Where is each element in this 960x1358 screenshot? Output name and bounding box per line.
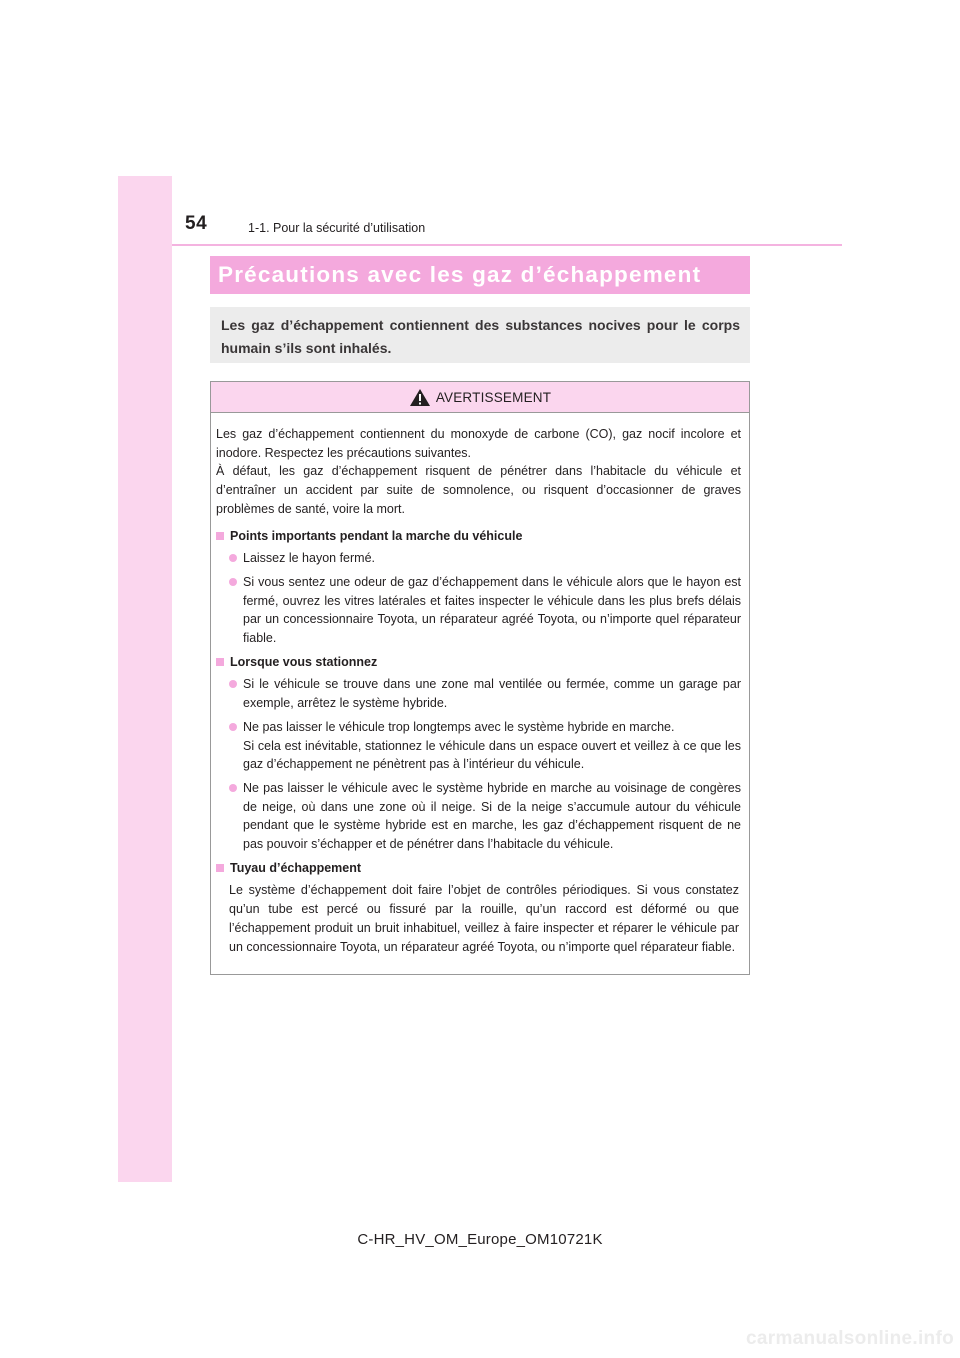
warning-group-parking bbox=[216, 653, 741, 854]
page-number: 54 bbox=[185, 213, 208, 234]
square-bullet-icon bbox=[216, 532, 224, 540]
group-title-text: Tuyau d’échappement bbox=[230, 860, 362, 875]
round-bullet-icon bbox=[229, 723, 237, 731]
square-bullet-icon bbox=[216, 864, 224, 872]
watermark: carmanualsonline.info bbox=[746, 1328, 954, 1349]
warning-paragraph: À défaut, les gaz d’échappement risquent de pénétrer dans l’habitacle du véhicule et d’entraîner un accident par suite de somnolence, ou risquent d’occasionner de graves problèmes de santé, voire la mort. bbox=[216, 464, 741, 516]
list-item bbox=[216, 779, 741, 854]
square-bullet-icon bbox=[216, 658, 224, 666]
list-item-text: Ne pas laisser le véhicule trop longtemps avec le système hybride en marche. bbox=[243, 719, 675, 734]
section-heading: 1-1. Pour la sécurité d’utilisation bbox=[248, 221, 426, 235]
list-item-text: Laissez le hayon fermé. bbox=[243, 551, 376, 566]
round-bullet-icon bbox=[229, 680, 237, 688]
side-tab-band bbox=[118, 176, 172, 1182]
page-title: Précautions avec les gaz d’échappement bbox=[218, 262, 702, 287]
round-bullet-icon bbox=[229, 784, 237, 792]
warning-header bbox=[211, 382, 749, 413]
warning-box bbox=[210, 381, 750, 975]
header-rule bbox=[172, 244, 842, 246]
list-item bbox=[216, 718, 741, 774]
list-item bbox=[216, 675, 741, 712]
list-item-continuation: Si cela est inévitable, stationnez le véhicule dans un espace ouvert et veillez à ce que les gaz d’échappement ne pénètrent pas à l’intérieur du véhicule. bbox=[243, 738, 741, 772]
list-item-text: Si le véhicule se trouve dans une zone mal ventilée ou fermée, comme un garage par exemple, arrêtez le système hybride. bbox=[243, 677, 741, 711]
group-title bbox=[216, 653, 741, 672]
intro-text: Les gaz d’échappement contiennent des substances nocives pour le corps humain s’ils sont inhalés. bbox=[221, 317, 740, 356]
warning-group-driving bbox=[216, 527, 741, 648]
group-paragraph: Le système d’échappement doit faire l’objet de contrôles périodiques. Si vous constatez qu’un tube est percé ou fissuré par la rouille, qu’un raccord est déformé ou que l’échappement produit un bruit inhabituel, veillez à faire inspecter et réparer le véhicule par un concessionnaire Toyota, un réparateur agréé Toyota, ou n’importe quel réparateur fiable. bbox=[229, 883, 739, 954]
round-bullet-icon bbox=[229, 578, 237, 586]
group-title-text: Points importants pendant la marche du véhicule bbox=[230, 528, 523, 543]
group-title-text: Lorsque vous stationnez bbox=[230, 654, 378, 669]
list-item-text: Si vous sentez une odeur de gaz d’échappement dans le véhicule alors que le hayon est fermé, ouvrez les vitres latérales et faites inspecter le véhicule dans les plus brefs délais par un concessionnaire Toyota, un réparateur agréé Toyota, ou n’importe quel réparateur fiable. bbox=[243, 574, 741, 646]
group-title bbox=[216, 527, 741, 546]
list-item bbox=[216, 549, 741, 568]
list-item-text: Ne pas laisser le véhicule avec le système hybride en marche au voisinage de congères de neige, où dans une zone où il neige. Si de la neige s’accumule autour du véhicule pendant que le système hybride est en marche, les gaz d’échappement risquent de ne pas pouvoir s’échapper et de pénétrer dans l’habitacle du véhicule. bbox=[243, 780, 741, 852]
warning-triangle-icon bbox=[409, 388, 431, 407]
warning-group-exhaust-pipe bbox=[216, 859, 741, 957]
group-title bbox=[216, 859, 741, 878]
title-bar bbox=[210, 256, 750, 294]
warning-label: AVERTISSEMENT bbox=[435, 389, 552, 405]
list-item bbox=[216, 573, 741, 648]
round-bullet-icon bbox=[229, 554, 237, 562]
warning-paragraph: Les gaz d’échappement contiennent du monoxyde de carbone (CO), gaz nocif incolore et inodore. Respectez les précautions suivantes. bbox=[216, 427, 741, 460]
intro-box bbox=[210, 307, 750, 363]
footer-code: C-HR_HV_OM_Europe_OM10721K bbox=[357, 1231, 603, 1248]
warning-body bbox=[211, 413, 749, 956]
